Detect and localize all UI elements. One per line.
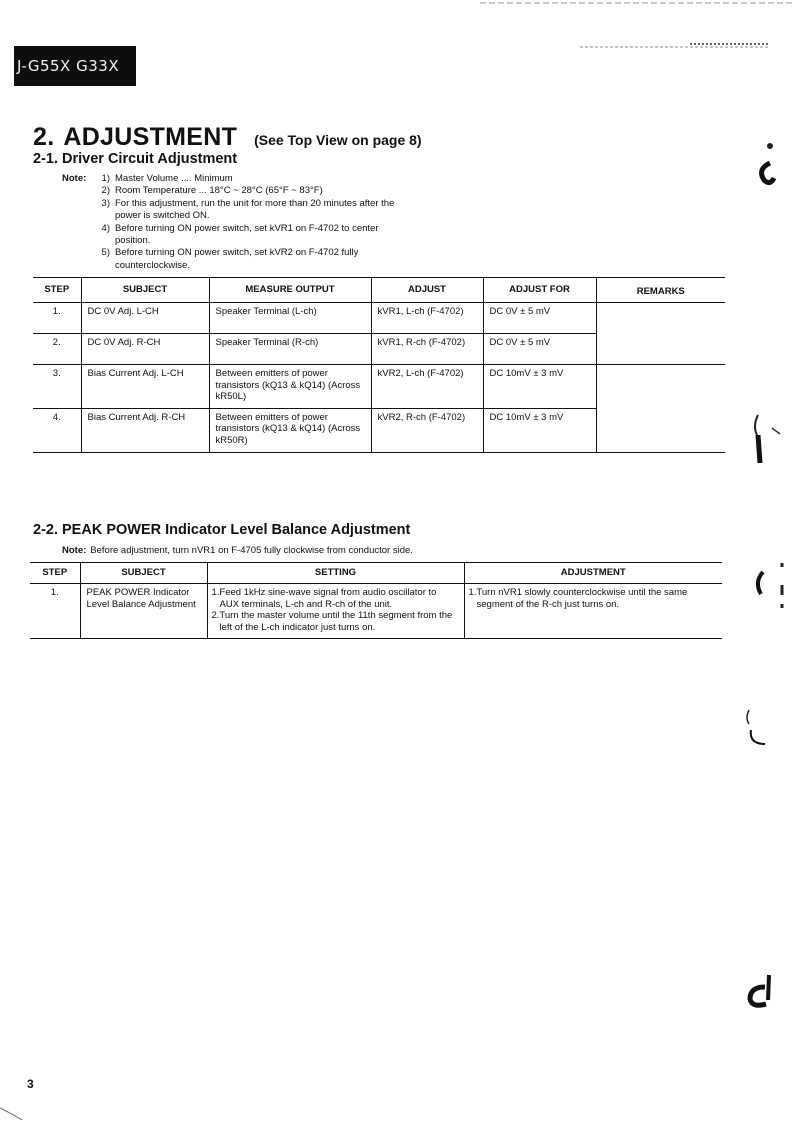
column-header: SUBJECT [80, 563, 207, 584]
note-number: 1) [101, 173, 110, 184]
measure-cell: Between emitters of power transistors (kQ13 & kQ14) (Across kR50L) [209, 365, 371, 409]
section-subtitle: (See Top View on page 8) [254, 132, 422, 148]
model-tab [14, 46, 136, 86]
driver-heading: 2-1. Driver Circuit Adjustment [33, 151, 238, 167]
step-cell: 1. [30, 584, 80, 639]
note-text: Before adjustment, turn nVR1 on F-4705 fully clockwise from conductor side. [90, 545, 413, 556]
column-header: STEP [33, 278, 81, 303]
step-cell: 3. [33, 365, 81, 409]
note-number: 3) [101, 197, 110, 209]
driver-notes [62, 173, 396, 272]
adjustment-cell: 1.Turn nVR1 slowly counterclockwise until the same segment of the R-ch just turns on. [464, 584, 722, 639]
note-number: 4) [101, 222, 110, 234]
step-cell: 1. [33, 303, 81, 334]
setting-step: 1.Feed 1kHz sine-wave signal from audio oscillator to AUX terminals, L-ch and R-ch of the unit. [211, 587, 437, 610]
column-header: ADJUSTMENT [464, 563, 722, 584]
section-title [33, 116, 422, 153]
note-item [96, 223, 396, 248]
column-header: STEP [30, 563, 80, 584]
measure-cell: Between emitters of power transistors (kQ13 & kQ14) (Across kR50R) [209, 408, 371, 452]
subject-cell: PEAK POWER Indicator Level Balance Adjustment [80, 584, 207, 639]
driver-adjustment-table [33, 277, 725, 453]
peak-heading: 2-2. PEAK POWER Indicator Level Balance Adjustment [33, 522, 411, 538]
table-row [33, 303, 725, 334]
setting-step: 2.Turn the master volume until the 11th segment from the left of the L-ch indicator just turns on. [211, 610, 453, 633]
adjust-for-cell: DC 10mV ± 3 mV [483, 365, 596, 409]
section-heading: ADJUSTMENT [63, 123, 238, 151]
subject-cell: DC 0V Adj. R-CH [81, 334, 209, 365]
table-row [30, 584, 722, 639]
page-number: 3 [27, 1077, 34, 1091]
note-number: 5) [101, 247, 110, 259]
adjust-for-cell: DC 10mV ± 3 mV [483, 408, 596, 452]
note-text: Before turning ON power switch, set kVR1 on F-4702 to center position. [115, 222, 379, 247]
step-cell: 2. [33, 334, 81, 365]
adjust-cell: kVR2, L-ch (F-4702) [371, 365, 483, 409]
adjust-cell: kVR1, L-ch (F-4702) [371, 303, 483, 334]
measure-cell: Speaker Terminal (L-ch) [209, 303, 371, 334]
note-text: Before turning ON power switch, set kVR2 on F-4702 fully counterclockwise. [115, 247, 359, 271]
peak-note [62, 545, 413, 556]
column-header: SETTING [207, 563, 464, 584]
note-text: For this adjustment, run the unit for more than 20 minutes after the power is switched ON. [115, 197, 395, 222]
remarks-cell [596, 365, 725, 453]
column-header: REMARKS [596, 278, 725, 303]
subject-cell: Bias Current Adj. L-CH [81, 365, 209, 409]
note-number: 2) [101, 185, 110, 197]
note-item [96, 247, 396, 272]
table-row [33, 365, 725, 409]
adjust-for-cell: DC 0V ± 5 mV [483, 303, 596, 334]
note-item [96, 173, 396, 185]
table-header-row [33, 278, 725, 303]
column-header: ADJUST FOR [483, 278, 596, 303]
peak-adjustment-table [30, 562, 722, 639]
note-item [96, 185, 396, 197]
step-cell: 4. [33, 408, 81, 452]
adjust-cell: kVR1, R-ch (F-4702) [371, 334, 483, 365]
table-header-row [30, 563, 722, 584]
subject-cell: Bias Current Adj. R-CH [81, 408, 209, 452]
column-header: MEASURE OUTPUT [209, 278, 371, 303]
note-label: Note: [62, 173, 87, 184]
note-item [96, 198, 396, 223]
measure-cell: Speaker Terminal (R-ch) [209, 334, 371, 365]
column-header: SUBJECT [81, 278, 209, 303]
adjust-for-cell: DC 0V ± 5 mV [483, 334, 596, 365]
note-text: Room Temperature ... 18°C ~ 28°C (65°F ~ 83°F) [115, 185, 323, 197]
note-text: Master Volume .... Minimum [115, 173, 233, 184]
remarks-cell [596, 303, 725, 365]
model-label: J-G55X G33X [17, 57, 120, 75]
note-label: Note: [62, 545, 87, 556]
adjust-cell: kVR2, R-ch (F-4702) [371, 408, 483, 452]
subject-cell: DC 0V Adj. L-CH [81, 303, 209, 334]
column-header: ADJUST [371, 278, 483, 303]
section-number: 2. [33, 123, 55, 151]
